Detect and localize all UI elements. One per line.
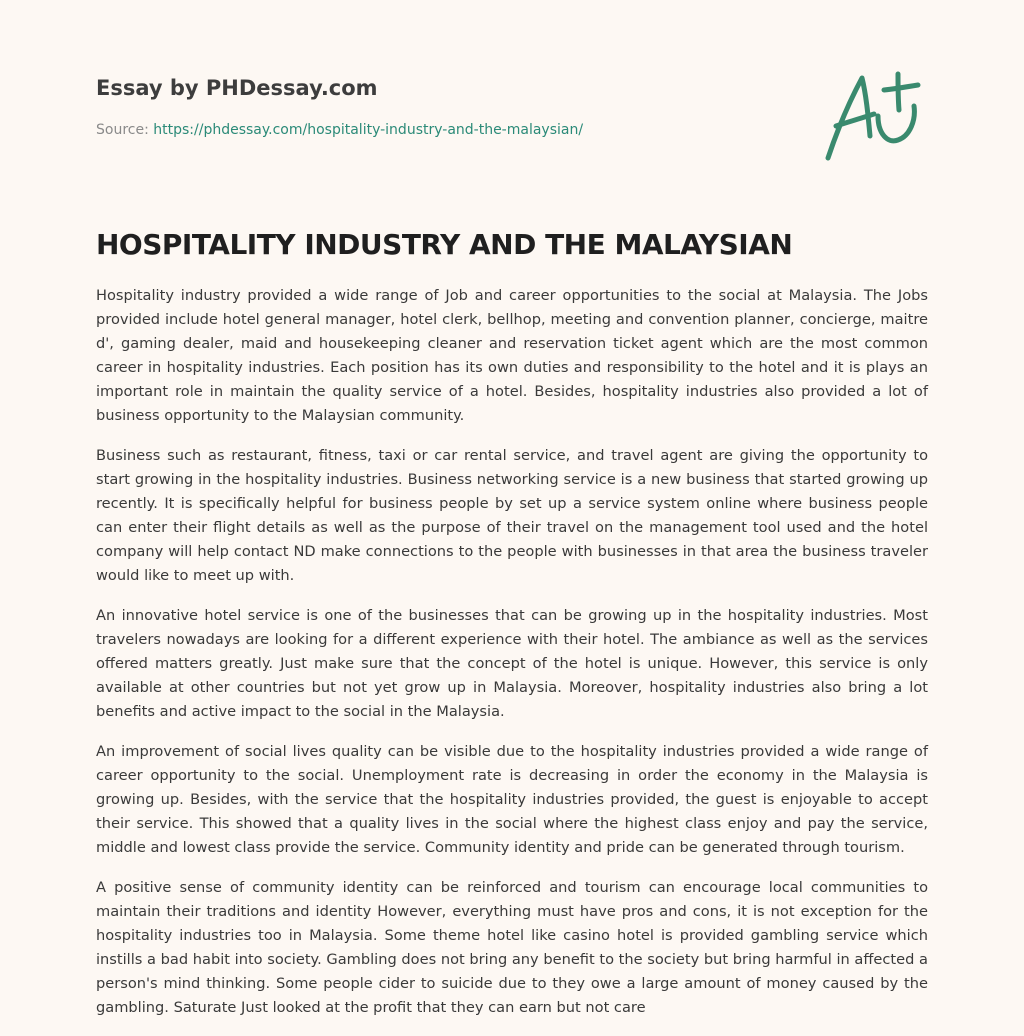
essay-paragraph: An innovative hotel service is one of the businesses that can be growing up in the hospitality industries. Most travelers nowadays are looking for a different experience with their hotel. The ambiance as well as the services offered matters greatly. Just make sure that the concept of the hotel is unique. However, this service is only available at other countries but not yet grow up in Malaysia. Moreover, hospitality industries also bring a lot benefits and active impact to the social in the Malaysia.: [96, 607, 928, 720]
essay-paragraph: A positive sense of community identity can be reinforced and tourism can encourage local communities to maintain their traditions and identity However, everything must have pros and cons, it is not exception for the hospitality industries too in Malaysia. Some theme hotel like casino hotel is provided gambling service which instills a bad habit into society. Gambling does not bring any benefit to the society but bring harmful in affected a person's mind thinking. Some people cider to suicide due to they owe a large amount of money caused by the gambling. Saturate Just looked at the profit that they can earn but not care: [96, 879, 928, 1016]
essay-paragraph: Hospitality industry provided a wide range of Job and career opportunities to the social at Malaysia. The Jobs provided include hotel general manager, hotel clerk, bellhop, meeting and convention planner, concierge, maitre d', gaming dealer, maid and housekeeping cleaner and reservation ticket agent which are the most common career in hospitality industries. Each position has its own duties and responsibility to the hotel and it is plays an important role in maintain the quality service of a hotel. Besides, hospitality industries also provided a lot of business opportunity to the Malaysian community.: [96, 287, 928, 424]
essay-paragraph: Business such as restaurant, fitness, taxi or car rental service, and travel agent are giving the opportunity to start growing in the hospitality industries. Business networking service is a new business that started growing up recently. It is specifically helpful for business people by set up a service system online where business people can enter their flight details as well as the purpose of their travel on the management tool used and the hotel company will help contact ND make connections to the people with businesses in that area the business traveler would like to meet up with.: [96, 447, 928, 584]
essay-title: HOSPITALITY INDUSTRY AND THE MALAYSIAN: [96, 228, 793, 261]
source-label: Source:: [96, 122, 149, 138]
essay-paragraph: An improvement of social lives quality can be visible due to the hospitality industries provided a wide range of career opportunity to the social. Unemployment rate is decreasing in order the economy in the Malaysia is growing up. Besides, with the service that the hospitality industries provided, the guest is enjoyable to accept their service. This showed that a quality lives in the social where the highest class enjoy and pay the service, middle and lowest class provide the service. Community identity and pride can be generated through tourism.: [96, 743, 928, 856]
source-link[interactable]: https://phdessay.com/hospitality-industry-and-the-malaysian/: [153, 122, 584, 138]
essay-body: [96, 284, 928, 1036]
page-header: [96, 72, 796, 140]
a-plus-grade-icon: [818, 64, 930, 168]
brand-title: Essay by PHDessay.com: [96, 76, 378, 100]
source-line: [96, 120, 796, 140]
